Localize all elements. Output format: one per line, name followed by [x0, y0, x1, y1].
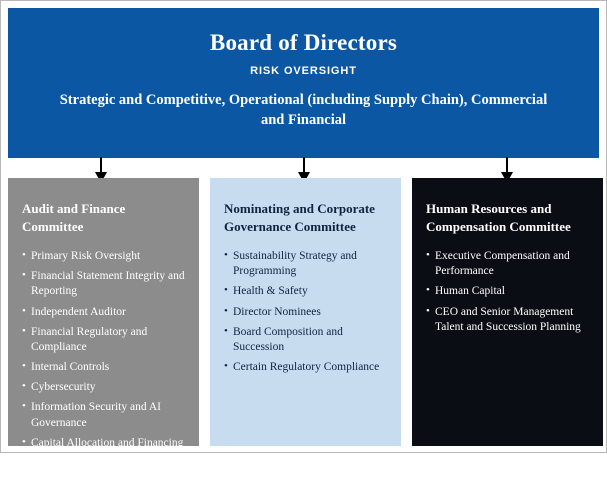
list-item: • Ethics Program — [22, 476, 185, 491]
list-item: • Capital Allocation and Financing — [22, 436, 185, 451]
board-of-directors-banner — [8, 8, 599, 158]
committee-responsibility-list — [22, 249, 185, 491]
list-item: • Executive Compensation and Performance — [426, 249, 589, 279]
list-item: • Financial Statement Integrity and Reporting — [22, 269, 185, 299]
committee-card-nominating-and-corporate-governance — [210, 178, 401, 446]
committee-card-human-resources-and-compensation — [412, 178, 603, 446]
board-title: Board of Directors — [209, 30, 398, 55]
list-item: • Independent Auditor — [22, 305, 185, 320]
list-item: • Financial Regulatory and Compliance — [22, 325, 185, 355]
list-item: • Information Security and AI Governance — [22, 400, 185, 430]
list-item: • Certain Regulatory Compliance — [224, 360, 387, 375]
list-item: • ERM — [22, 456, 185, 471]
list-item: • Cybersecurity — [22, 380, 185, 395]
committee-title: Audit and Finance Committee — [22, 201, 126, 234]
list-item: • Human Capital — [426, 284, 589, 299]
list-item: • CEO and Senior Management Talent and Succession Planning — [426, 305, 589, 335]
committee-card-audit-and-finance — [8, 178, 199, 490]
committee-title: Human Resources and Compensation Committee — [426, 201, 571, 234]
committee-responsibility-list — [224, 249, 387, 375]
list-item: • Director Nominees — [224, 305, 387, 320]
committee-title: Nominating and Corporate Governance Committee — [224, 201, 375, 234]
list-item: • Primary Risk Oversight — [22, 249, 185, 264]
list-item: • Board Composition and Succession — [224, 325, 387, 355]
committee-responsibility-list — [426, 249, 589, 335]
list-item: • Internal Controls — [22, 360, 185, 375]
list-item: • Health & Safety — [224, 284, 387, 299]
board-risk-scope: Strategic and Competitive, Operational (including Supply Chain), Commercial and Financial — [59, 92, 548, 128]
board-subtitle: RISK OVERSIGHT — [250, 65, 357, 78]
list-item: • Sustainability Strategy and Programming — [224, 249, 387, 279]
